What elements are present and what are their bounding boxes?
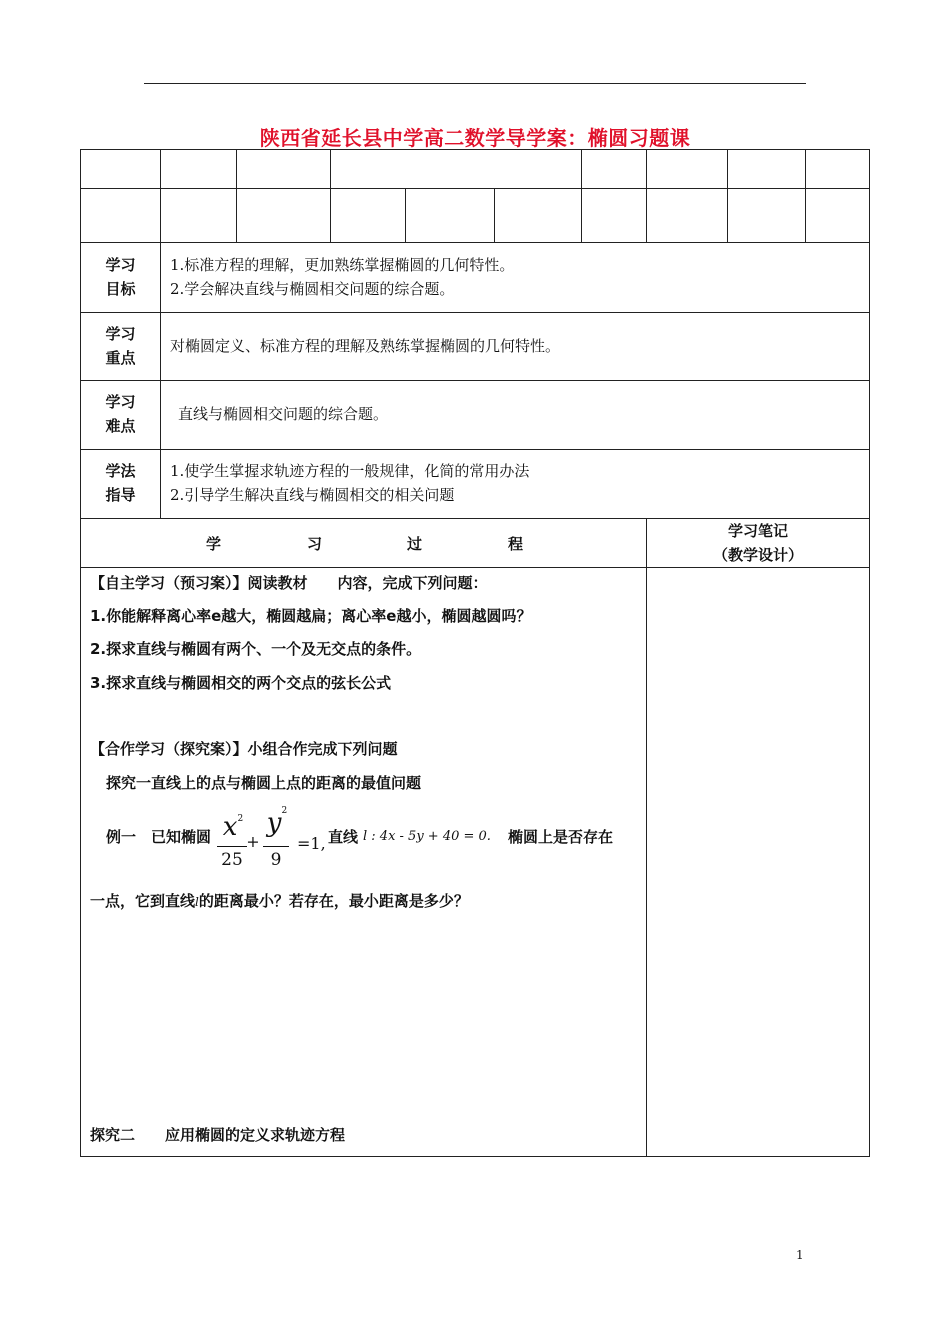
formula-denominator-9: 9	[270, 850, 282, 870]
grid-line	[80, 242, 870, 243]
grid-line	[160, 149, 161, 518]
fraction-bar	[263, 846, 289, 847]
grid-line	[646, 518, 647, 1157]
grid-line	[581, 149, 582, 242]
formula-equals-one: =1,	[297, 834, 326, 853]
fraction-bar	[217, 846, 247, 847]
grid-line	[80, 380, 870, 381]
formula-fraction-x: $x^2$	[222, 812, 244, 842]
example-line-2: 一点，它到直线l的距离最小？若存在，最小距离是多少？	[90, 892, 469, 910]
grid-line	[727, 149, 728, 242]
example-prefix: 例一 已知椭圆	[106, 828, 212, 846]
grid-line	[330, 149, 331, 242]
grid-line	[405, 188, 406, 242]
grid-line	[236, 149, 237, 242]
page-number: 1	[796, 1248, 804, 1262]
explore-2-heading: 探究二 应用椭圆的定义求轨迹方程	[90, 1126, 346, 1144]
line-label: 直线	[328, 828, 359, 846]
grid-line	[494, 188, 495, 242]
question-1: 1.你能解释离心率e越大，椭圆越扁；离心率e越小，椭圆越圆吗？	[90, 607, 532, 625]
formula-denominator-25: 25	[221, 850, 243, 870]
focus-label: 学习 重点	[105, 325, 136, 367]
grid-line	[805, 149, 806, 242]
difficulty-label: 学习 难点	[105, 393, 136, 435]
goal-label: 学习 目标	[105, 256, 136, 298]
grid-line	[80, 188, 870, 189]
header-rule	[144, 83, 806, 84]
goal-text: 1.标准方程的理解，更加熟练掌握椭圆的几何特性。 2.学会解决直线与椭圆相交问题的综合题。	[170, 256, 515, 298]
grid-line	[80, 449, 870, 450]
method-label: 学法 指导	[105, 462, 136, 504]
page-title: 陕西省延长县中学高二数学导学案：椭圆习题课	[259, 126, 691, 150]
focus-text: 对椭圆定义、标准方程的理解及熟练掌握椭圆的几何特性。	[170, 337, 561, 355]
grid-line	[80, 312, 870, 313]
formula-plus: +	[246, 832, 260, 851]
question-3: 3.探求直线与椭圆相交的两个交点的弦长公式	[90, 674, 392, 692]
question-2: 2.探求直线与椭圆有两个、一个及无交点的条件。	[90, 640, 422, 658]
method-text: 1.使学生掌握求轨迹方程的一般规律，化简的常用办法 2.引导学生解决直线与椭圆相交的相关问题	[170, 462, 530, 504]
grid-line	[80, 567, 870, 568]
example-suffix: 椭圆上是否存在	[508, 828, 614, 846]
formula-fraction-y: $y^2$	[266, 805, 288, 838]
line-equation: l : 4x - 5y + 40 = 0.	[363, 829, 491, 844]
cooperative-heading: 【合作学习（探究案）】小组合作完成下列问题	[90, 740, 398, 758]
notes-header: 学习笔记 （教学设计）	[712, 522, 803, 564]
grid-line	[646, 149, 647, 242]
explore-1-heading: 探究一直线上的点与椭圆上点的距离的最值问题	[106, 774, 422, 792]
self-study-heading: 【自主学习（预习案）】阅读教材 内容，完成下列问题：	[90, 574, 488, 592]
difficulty-text: 直线与椭圆相交问题的综合题。	[178, 405, 389, 423]
